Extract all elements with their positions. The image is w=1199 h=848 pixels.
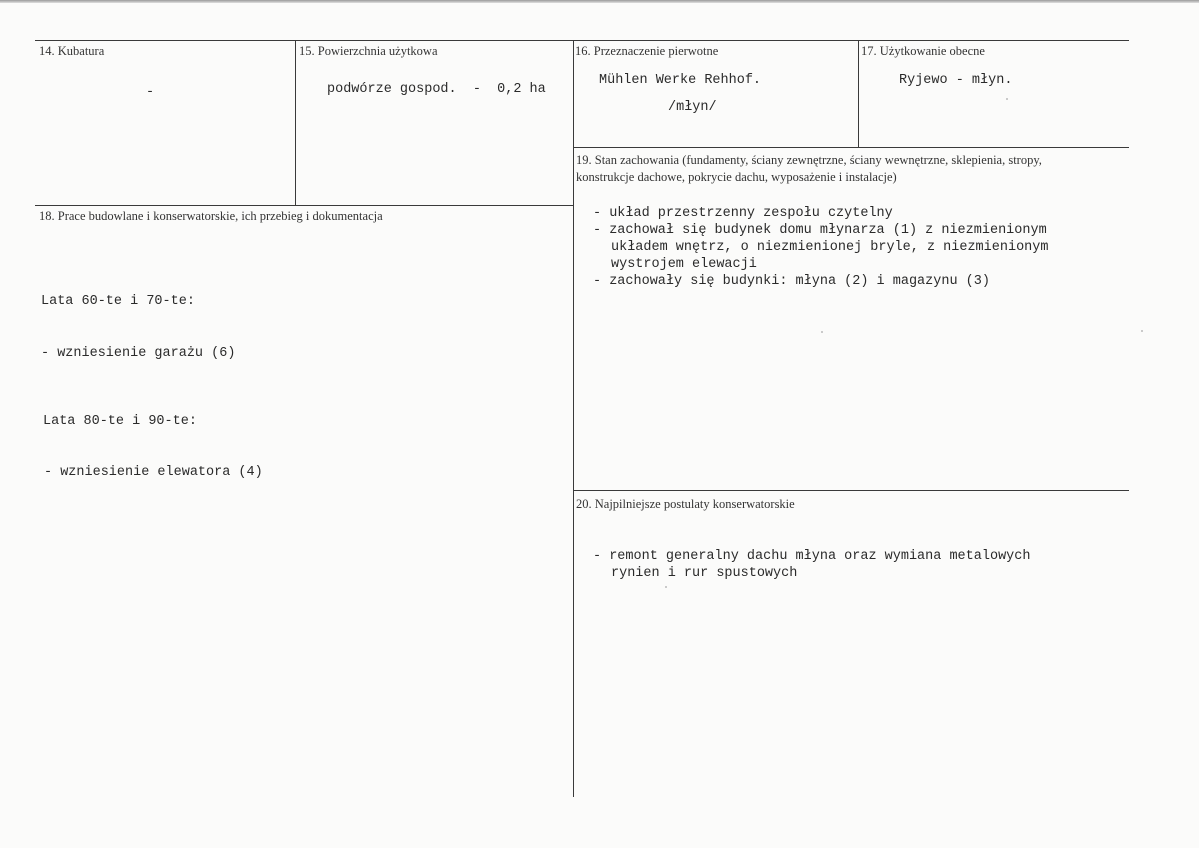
rule-v-uzytkowanie bbox=[858, 40, 859, 147]
paper-speck bbox=[665, 586, 667, 588]
powierzchnia-label: 15. Powierzchnia użytkowa bbox=[299, 44, 438, 58]
prace-item-elewator: - wzniesienie elewatora (4) bbox=[44, 465, 263, 480]
rule-top bbox=[35, 40, 1129, 41]
paper-speck bbox=[1141, 330, 1143, 332]
scan-top-edge bbox=[0, 0, 1199, 3]
list-item: - remont generalny dachu młyna oraz wymiana metalowych rynien i rur spustowych bbox=[593, 548, 1073, 582]
postulaty-label: 20. Najpilniejsze postulaty konserwatorskie bbox=[576, 497, 795, 511]
prace-heading-60-70: Lata 60-te i 70-te: bbox=[41, 294, 195, 309]
stan-zachowania-label: 19. Stan zachowania (fundamenty, ściany zewnętrzne, ściany wewnętrzne, sklepienia, stropy, konstrukcje dachowe, pokrycie dachu, wyposażenie i instalacje) bbox=[576, 153, 1042, 184]
list-item: - układ przestrzenny zespołu czytelny bbox=[593, 205, 1093, 222]
przeznaczenie-label: 16. Przeznaczenie pierwotne bbox=[575, 44, 719, 58]
uzytkowanie-value: Ryjewo - młyn. bbox=[899, 73, 1013, 88]
przeznaczenie-line-1: Mühlen Werke Rehhof. bbox=[599, 73, 762, 88]
rule-after-17 bbox=[573, 147, 1129, 148]
postulaty-list bbox=[593, 548, 1073, 582]
rule-after-15 bbox=[35, 205, 573, 206]
rule-v-kubatura bbox=[295, 40, 296, 205]
paper-speck bbox=[1006, 98, 1008, 100]
prace-budowlane-label: 18. Prace budowlane i konserwatorskie, ich przebieg i dokumentacja bbox=[39, 209, 383, 223]
prace-heading-80-90: Lata 80-te i 90-te: bbox=[43, 414, 197, 429]
uzytkowanie-label: 17. Użytkowanie obecne bbox=[861, 44, 985, 58]
przeznaczenie-line-2: /młyn/ bbox=[668, 100, 717, 115]
prace-item-garaz: - wzniesienie garażu (6) bbox=[41, 346, 236, 361]
list-item: - zachował się budynek domu młynarza (1) z niezmienionym układem wnętrz, o niezmienionej bryle, z niezmienionym wystrojem elewacji bbox=[593, 222, 1093, 273]
kubatura-value: - bbox=[146, 85, 155, 100]
rule-after-19 bbox=[573, 490, 1129, 491]
kubatura-label: 14. Kubatura bbox=[39, 44, 105, 58]
paper-speck bbox=[821, 331, 823, 333]
powierzchnia-value: podwórze gospod. - 0,2 ha bbox=[327, 82, 546, 97]
stan-zachowania-list bbox=[593, 205, 1093, 290]
list-item: - zachowały się budynki: młyna (2) i magazynu (3) bbox=[593, 273, 1093, 290]
rule-v-center bbox=[573, 40, 574, 797]
